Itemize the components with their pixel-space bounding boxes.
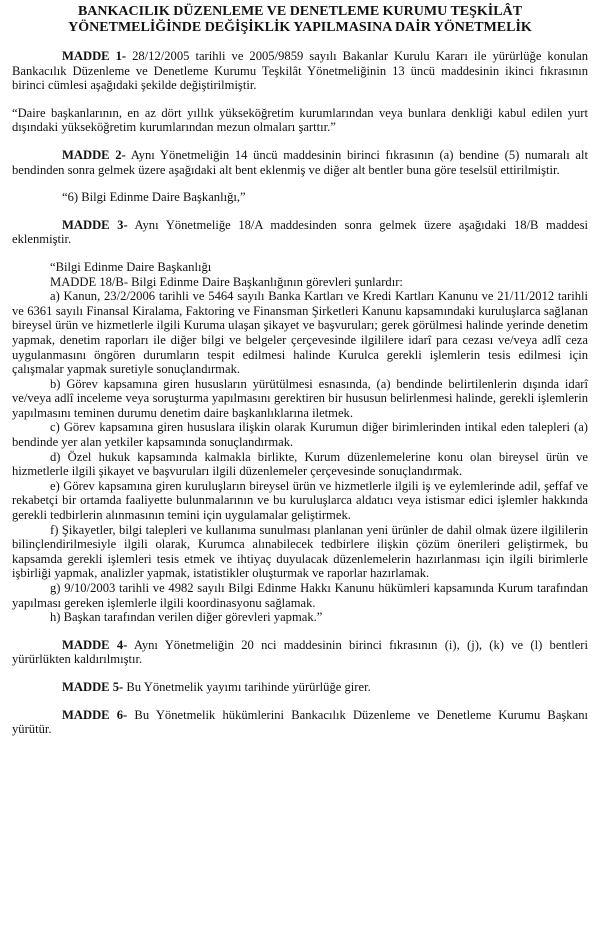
madde-2-label: MADDE 2- xyxy=(62,147,126,162)
madde-1-paragraph xyxy=(12,49,588,93)
madde-1-label: MADDE 1- xyxy=(62,49,127,63)
madde-1-quote: “Daire başkanlarının, en az dört yıllık yükseköğretim kurumlarından veya bunlara denkliği kabul edilen yurt dışındaki yükseköğretim kurumlarından mezun olmaları şarttır.” xyxy=(12,105,588,135)
item-h: h) Başkan tarafından verilen diğer görevleri yapmak.” xyxy=(50,610,323,625)
title-line-1: BANKACILIK DÜZENLEME VE DENETLEME KURUMU TEŞKİLÂT xyxy=(77,4,523,19)
document-title xyxy=(12,4,588,36)
madde-5-paragraph xyxy=(12,680,588,695)
item-g: g) 9/10/2003 tarihli ve 4982 sayılı Bilgi Edinme Hakkı Kanunu hükümleri kapsamında Kurum tarafından yapılması gereken işlemlerle ilgili koordinasyonu sağlamak. xyxy=(12,581,588,610)
madde-2-text: Aynı Yönetmeliğin 14 üncü maddesinin birinci fıkrasının (a) bendine (5) numaralı alt bendinden sonra gelmek üzere aşağıdaki alt bent eklenmiş ve diğer alt bentler buna göre teselsül ettirilmiştir. xyxy=(12,147,588,177)
madde-6-paragraph xyxy=(12,708,588,737)
madde-18b-intro: MADDE 18/B- Bilgi Edinme Daire Başkanlığının görevleri şunlardır: xyxy=(50,274,403,289)
item-f: f) Şikayetler, bilgi talepleri ve kullanıma sunulması planlanan yeni ürünler de dahil olmak üzere ilgililerin bilinçlendirilmesiyle ilgili olarak, Kurumca alınabilecek tedbirlere ilişkin çözüm önerileri geliştirmek, bu kapsamda gerekli işlemleri tesis etmek ve ihtiyaç duyulacak düzenlemelerin hazırlanması için ilgili birimlerle işbirliği yapmak, analizler yapmak, istatistikler oluşturmak ve raporlar hazırlamak. xyxy=(12,522,588,581)
item-c: c) Görev kapsamına giren hususlara ilişkin olarak Kurumun diğer birimlerinden intikal eden talepleri (a) bendinde yer alan yetkiler kapsamında sonuçlandırmak. xyxy=(12,420,588,450)
title-line-2: YÖNETMELİĞİNDE DEĞİŞİKLİK YAPILMASINA DAİR YÖNETMELİK xyxy=(68,20,532,35)
madde-3-paragraph xyxy=(12,218,588,247)
madde-2-quote: “6) Bilgi Edinme Daire Başkanlığı,” xyxy=(62,190,246,205)
item-a: a) Kanun, 23/2/2006 tarihli ve 5464 sayılı Banka Kartları ve Kredi Kartları Kanunu ve 21/11/2012 tarihli ve 6361 sayılı Finansal Kiralama, Faktoring ve Finansman Şirketleri Kanunu kapsamındaki kuruluşlarca sağlanan bireysel ürün ve hizmetlerle ilgili Kuruma ulaşan şikayet ve başvuruları; gerek görülmesi halinde yerinde denetim yapmak, denetim raporları ile diğer bilgi ve belgeler çerçevesinde ilgililere idarî para cezası ve/veya adlî ceza uygulanmasını öngören durumların tespit edilmesi halinde Kurulca gerekli işlemlerin tesis edilmesi için çalışmalar yapmak suretiyle sonuçlandırmak. xyxy=(12,289,588,377)
madde-4-label: MADDE 4- xyxy=(62,637,128,652)
madde-4-text: Aynı Yönetmeliğin 20 nci maddesinin birinci fıkrasının (i), (j), (k) ve (l) bentleri yürürlükten kaldırılmıştır. xyxy=(12,637,588,667)
madde-3-text: Aynı Yönetmeliğe 18/A maddesinden sonra gelmek üzere aşağıdaki 18/B maddesi eklenmiştir. xyxy=(12,217,588,247)
item-b: b) Görev kapsamına giren hususların yürütülmesi esnasında, (a) bendinde belirtilenlerin dışında idarî ve/veya adlî inceleme veya soruşturma yapılmasını gerektiren bir hususun belirlenmesi halinde, gerekli işlemlerin yapılmasını teminen durumu denetim daire başkanlıklarına iletmek. xyxy=(12,376,588,420)
madde-6-label: MADDE 6- xyxy=(62,707,128,722)
madde-4-paragraph xyxy=(12,638,588,667)
madde-2-paragraph xyxy=(12,148,588,177)
madde-5-label: MADDE 5- xyxy=(62,679,124,694)
madde-6-text: Bu Yönetmelik hükümlerini Bankacılık Düzenleme ve Denetleme Kurumu Başkanı yürütür. xyxy=(12,707,588,737)
item-d: d) Özel hukuk kapsamında kalmakla birlikte, Kurum düzenlemelerine konu olan bireysel ürün ve hizmetlerle ilgili şikayet ve başvuruları ilgili düzenlemeler çerçevesinde sonuçlandırmak. xyxy=(12,449,588,479)
madde-3-heading: “Bilgi Edinme Daire Başkanlığı xyxy=(50,259,212,274)
madde-3-label: MADDE 3- xyxy=(62,217,128,232)
madde-5-text: Bu Yönetmelik yayımı tarihinde yürürlüğe girer. xyxy=(123,679,371,694)
madde-1-text: 28/12/2005 tarihli ve 2005/9859 sayılı Bakanlar Kurulu Kararı ile yürürlüğe konulan Bankacılık Düzenleme ve Denetleme Kurumu Teşkilât Yönetmeliğinin 13 üncü maddesinin ikinci fıkrasının birinci cümlesi aşağıdaki şekilde değiştirilmiştir. xyxy=(12,49,589,93)
item-e: e) Görev kapsamına giren kuruluşların bireysel ürün ve hizmetlerle ilgili iş ve eylemlerinde adil, şeffaf ve rekabetçi bir ortamda faaliyette bulunmalarının ve bu kuruluşlarca aldatıcı veya istismar edici işlemler hakkında gerekli tedbirlerin alınmasının temini için uygulamalar geliştirmek. xyxy=(12,478,588,523)
